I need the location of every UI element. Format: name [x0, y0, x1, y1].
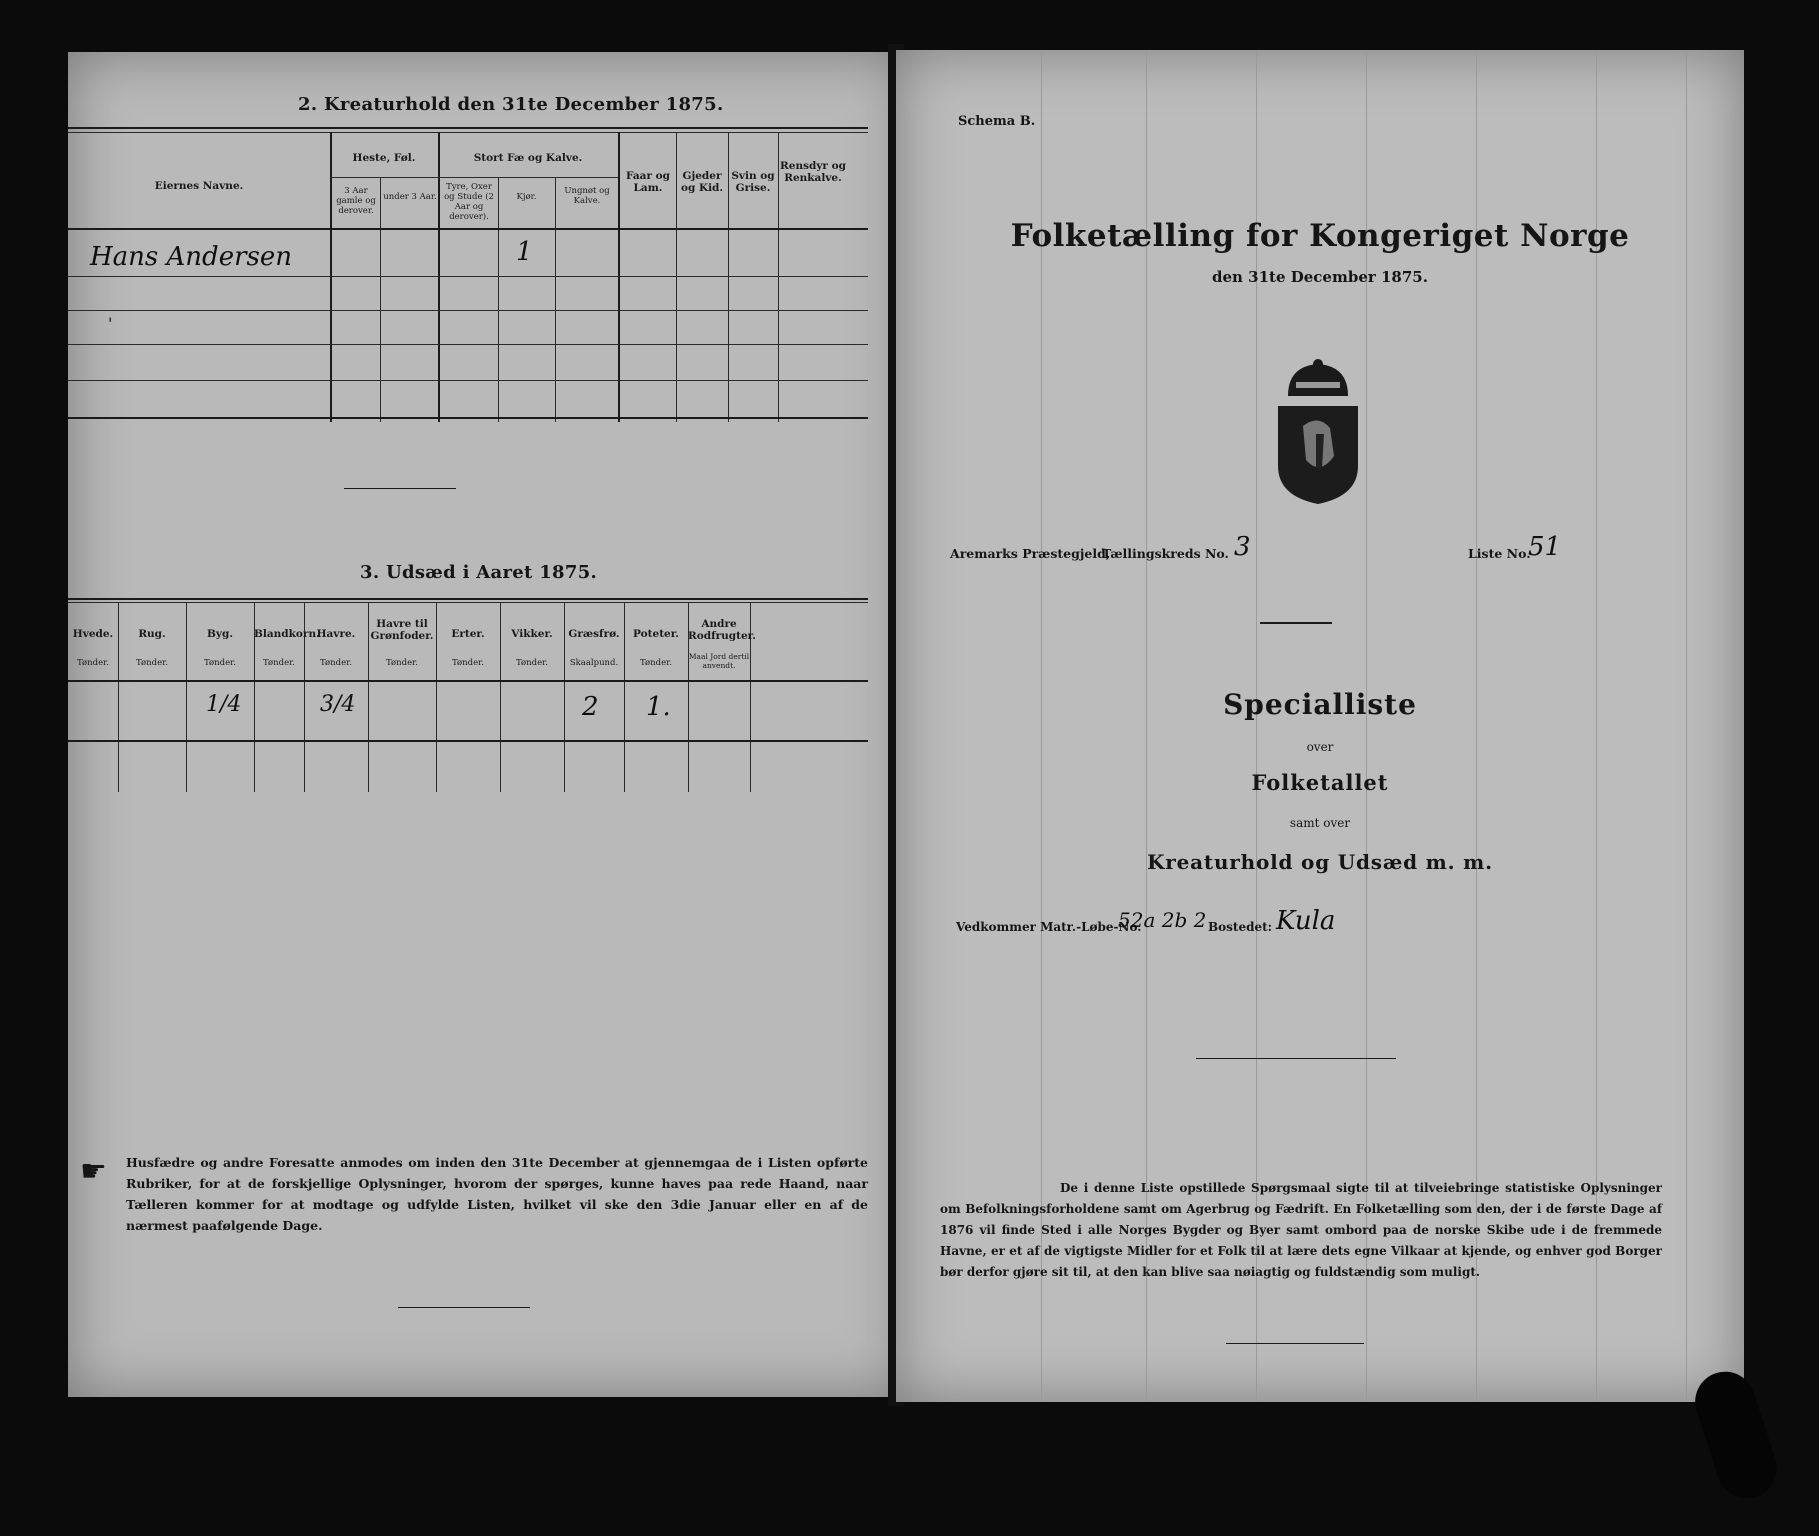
bosted-label: Bostedet:	[1208, 920, 1273, 934]
special-title: Specialliste	[1223, 688, 1417, 721]
byg-value: 1/4	[206, 692, 242, 717]
rule	[68, 598, 868, 600]
over-label: over	[1306, 740, 1334, 754]
col-owner-header: Eiernes Navne.	[154, 180, 244, 192]
matr-label: Vedkommer Matr.-Løbe-No.	[956, 920, 1142, 934]
col-rensdyr-header: Rensdyr og Renkalve.	[780, 160, 846, 184]
list-value: 51	[1528, 532, 1562, 562]
thumb-shadow	[1687, 1364, 1784, 1506]
left-page	[68, 52, 908, 1397]
vikker-unit: Tønder.	[516, 658, 548, 668]
rule	[68, 127, 868, 129]
blandkorn-unit: Tønder.	[263, 658, 295, 668]
separator	[1226, 1343, 1364, 1344]
rodfrugter-header: Andre Rodfrugter.	[688, 618, 756, 642]
separator	[1196, 1058, 1396, 1059]
section2-title: 2. Kreaturhold den 31te December 1875.	[298, 94, 724, 115]
main-title: Folketælling for Kongeriget Norge	[1010, 218, 1630, 254]
hvede-header: Hvede.	[72, 628, 114, 640]
pointing-hand-icon: ☛	[80, 1154, 107, 1189]
erter-header: Erter.	[451, 628, 485, 640]
havre-gronfoder-header: Havre til Grønfoder.	[370, 618, 434, 642]
folketallet-label: Folketallet	[1251, 770, 1389, 795]
col-stort-sub1: Tyre, Oxer og Stude (2 Aar og derover).	[444, 182, 494, 222]
district-value: 3	[1234, 532, 1251, 562]
info-paragraph: De i denne Liste opstillede Spørgsmaal sigte til at tilveiebringe statistiske Oplysninger om Befolkningsforholdene samt om Agerbrug og Fædrift. En Folketælling som den, der i de første Dage af 1876 vil finde Sted i alle Norges Bygder og Byer samt ombord paa de norske Skibe ude i de fremmede Havne, er et af de vigtigste Midler for et Folk til at lære dets egne Vilkaar at kjende, og enhver god Borger bør derfor gjøre sit til, at den kan blive saa nøiagtig og fuldstændig som muligt.	[940, 1181, 1662, 1279]
district-label-1: Aremarks Præstegjeld,	[950, 546, 1111, 561]
col-stort-sub3: Ungnøt og Kalve.	[564, 186, 610, 206]
section3-title: 3. Udsæd i Aaret 1875.	[360, 562, 598, 583]
erter-unit: Tønder.	[452, 658, 484, 668]
col-stort-sub2: Kjør.	[516, 192, 537, 202]
kjor-value: 1	[516, 237, 533, 267]
margin-mark: '	[108, 314, 113, 333]
havre-value: 3/4	[320, 692, 356, 717]
graesfro-value: 2	[582, 692, 599, 722]
poteter-unit: Tønder.	[640, 658, 672, 668]
col-heste-sub1: 3 Aar gamle og derover.	[336, 186, 376, 216]
col-gjeder-header: Gjeder og Kid.	[680, 170, 724, 194]
list-label: Liste No.	[1468, 546, 1531, 561]
havre-header: Havre.	[316, 628, 356, 640]
separator	[344, 488, 456, 489]
col-heste-header: Heste, Føl.	[352, 152, 416, 164]
havre-unit: Tønder.	[320, 658, 352, 668]
blandkorn-header: Blandkorn.	[254, 628, 320, 640]
owner-name: Hans Andersen	[90, 242, 292, 272]
rug-header: Rug.	[138, 628, 166, 640]
rule	[68, 132, 868, 133]
notice-text: Husfædre og andre Foresatte anmodes om inden den 31te December at gjennemgaa de i Listen opførte Rubriker, for at de forskjellige Oplysninger, hvorom der spørges, kunne haves paa rede Haand, naar Tælleren kommer for at modtage og udfylde Listen, hvilket vil ske den 3die Januar eller en af de nærmest paafølgende Dage.	[126, 1155, 868, 1233]
main-subtitle: den 31te December 1875.	[1212, 268, 1428, 286]
kreaturhold-label: Kreaturhold og Udsæd m. m.	[1147, 850, 1493, 874]
samt-over-label: samt over	[1289, 816, 1351, 830]
schema-label: Schema B.	[958, 114, 1036, 129]
poteter-value: 1.	[646, 692, 671, 722]
poteter-header: Poteter.	[633, 628, 679, 640]
right-page	[896, 50, 1744, 1402]
col-stort-header: Stort Fæ og Kalve.	[473, 152, 583, 164]
coat-of-arms-icon	[1258, 356, 1378, 506]
rodfrugter-unit: Maal Jord dertil anvendt.	[688, 652, 750, 670]
byg-header: Byg.	[207, 628, 233, 640]
district-label-2: Tællingskreds No.	[1102, 546, 1229, 561]
vikker-header: Vikker.	[511, 628, 553, 640]
havre-gronfoder-unit: Tønder.	[386, 658, 418, 668]
bosted-value: Kula	[1276, 906, 1336, 936]
graesfro-header: Græsfrø.	[568, 628, 620, 640]
graesfro-unit: Skaalpund.	[569, 658, 619, 668]
separator	[398, 1307, 530, 1308]
col-heste-sub2: under 3 Aar.	[383, 192, 437, 202]
col-faar-header: Faar og Lam.	[625, 170, 671, 194]
rule	[68, 602, 868, 603]
matr-value: 52a 2b 2	[1118, 908, 1207, 932]
separator	[1260, 622, 1332, 624]
col-svin-header: Svin og Grise.	[731, 170, 775, 194]
rug-unit: Tønder.	[136, 658, 168, 668]
hvede-unit: Tønder.	[77, 658, 109, 668]
byg-unit: Tønder.	[204, 658, 236, 668]
